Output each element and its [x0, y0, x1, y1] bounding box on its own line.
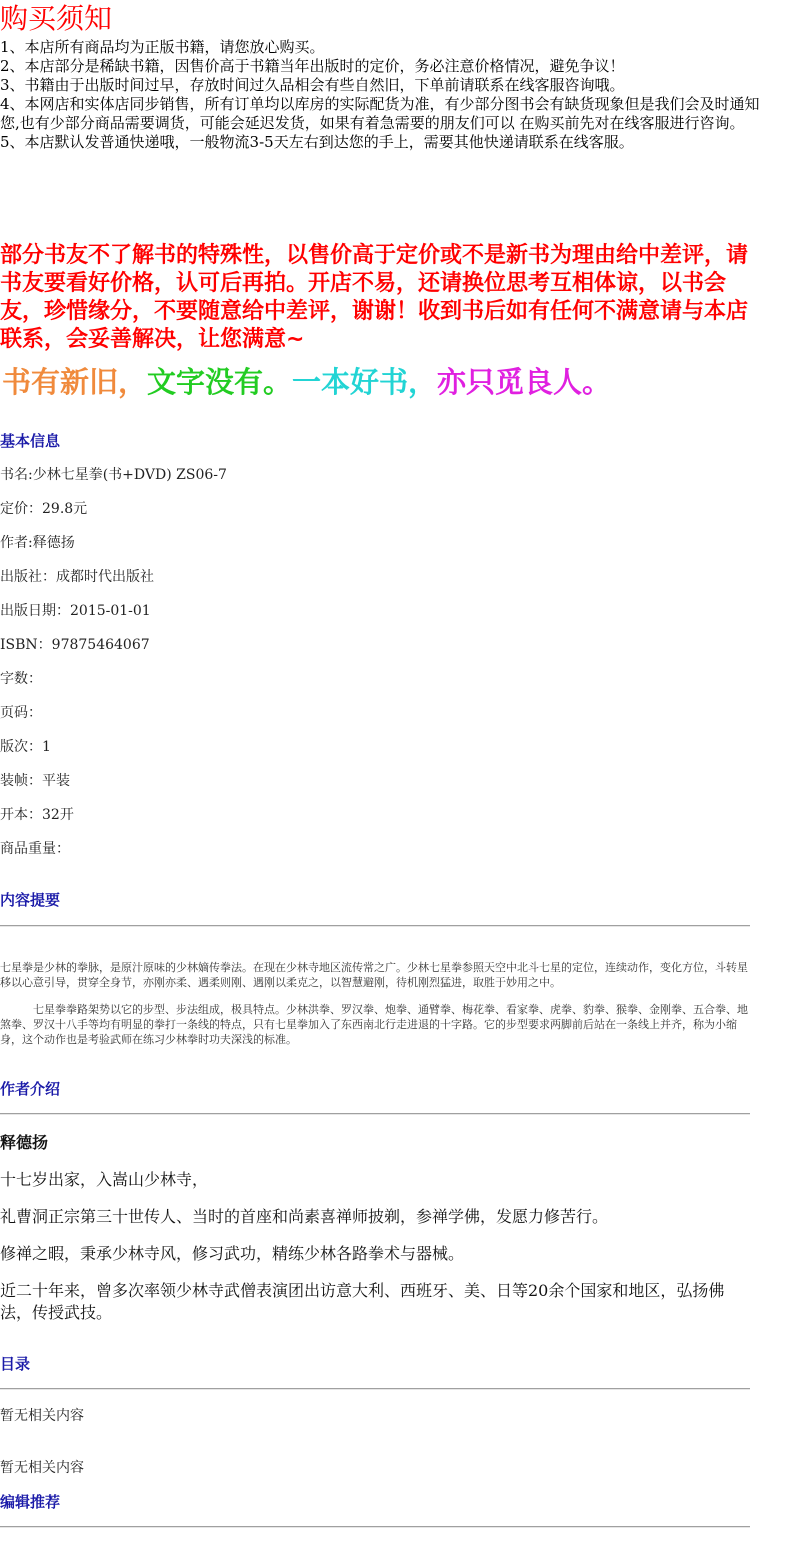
author-paragraph: 近二十年来，曾多次率领少林寺武僧表演团出访意大利、西班牙、美、日等20余个国家和地区，弘扬佛法，传授武技。	[0, 1281, 725, 1322]
notice-item: 5、本店默认发普通快递哦，一般物流3-5天左右到达您的手上，需要其他快递请联系在线客服。	[0, 133, 634, 151]
author-paragraph: 礼曹洞正宗第三十世传人、当时的首座和尚素喜禅师披剃，参禅学佛，发愿力修苦行。	[0, 1207, 609, 1226]
notice-item: 1、本店所有商品均为正版书籍，请您放心购买。	[0, 38, 325, 56]
section-divider	[0, 1113, 750, 1115]
notice-item: 2、本店部分是稀缺书籍，因售价高于书籍当年出版时的定价，务必注意价格情况，避免争议！	[0, 57, 625, 75]
info-row-edition: 版次：1	[0, 739, 51, 755]
section-divider	[0, 1388, 750, 1390]
info-row-title: 书名:少林七星拳(书+DVD) ZS06-7	[0, 467, 227, 483]
summary-paragraph: 七星拳是少林的拳脉，是原汁原味的少林嫡传拳法。在现在少林寺地区流传常之广。少林七星拳参照天空中北斗七星的定位，连续动作，变化方位，斗转星移以心意引导，贯穿全身节，亦刚亦柔、遇柔则刚、遇刚以柔克之，以智慧避刚，待机刚烈猛进，取胜于妙用之中。	[0, 961, 748, 989]
info-row-publisher: 出版社：成都时代出版社	[0, 569, 154, 585]
info-row-pub-date: 出版日期：2015-01-01	[0, 603, 151, 619]
purchase-notice-title: 购买须知	[0, 2, 113, 35]
author-paragraph: 修禅之暇，秉承少林寺风，修习武功，精练少林各路拳术与器械。	[0, 1244, 465, 1263]
slogan-part: 文字没有。	[147, 365, 293, 399]
toc-empty-text: 暂无相关内容	[0, 1460, 84, 1476]
info-row-author: 作者:释德扬	[0, 535, 75, 551]
author-heading: 作者介绍	[0, 1080, 61, 1098]
info-row-format: 开本：32开	[0, 807, 74, 823]
slogan-part: 一本好书，	[292, 365, 438, 399]
basic-info-heading: 基本信息	[0, 432, 61, 450]
info-row-weight: 商品重量：	[0, 841, 70, 857]
purchase-notice-list	[0, 38, 760, 152]
info-row-pages: 页码：	[0, 705, 42, 721]
notice-item: 4、本网店和实体店同步销售，所有订单均以库房的实际配货为准，有少部分图书会有缺货现象但是我们会及时通知您,也有少部分商品需要调货，可能会延迟发货，如果有着急需要的朋友们可以 在购买前先对在线客服进行咨询。	[0, 95, 760, 132]
info-row-binding: 装帧：平装	[0, 773, 70, 789]
info-row-price: 定价：29.8元	[0, 501, 88, 517]
toc-heading: 目录	[0, 1355, 31, 1373]
notice-item: 3、书籍由于出版时间过早，存放时间过久品相会有些自然旧，下单前请联系在线客服咨询哦。	[0, 76, 625, 94]
author-name: 释德扬	[0, 1133, 49, 1152]
slogan	[2, 364, 611, 400]
summary-paragraph: 七星拳拳路架势以它的步型、步法组成，极具特点。少林洪拳、罗汉拳、炮拳、通臂拳、梅花拳、看家拳、虎拳、豹拳、猴拳、金刚拳、五合拳、地煞拳、罗汉十八手等均有明显的拳打一条线的特点，只有七星拳加入了东西南北行走进退的十字路。它的步型要求两脚前后站在一条线上并齐，称为小缩身，这个动作也是考验武师在练习少林拳时功夫深浅的标准。	[0, 1003, 748, 1046]
summary-heading: 内容提要	[0, 891, 61, 909]
section-divider	[0, 925, 750, 927]
editor-recommend-heading: 编辑推荐	[0, 1493, 61, 1511]
toc-empty-text: 暂无相关内容	[0, 1408, 84, 1424]
info-row-isbn: ISBN：97875464067	[0, 637, 150, 653]
section-divider	[0, 1526, 750, 1528]
author-paragraph: 十七岁出家，入嵩山少林寺，	[0, 1170, 209, 1189]
info-row-word-count: 字数：	[0, 671, 42, 687]
slogan-part: 亦只觅良人。	[437, 365, 612, 399]
slogan-part: 书有新旧，	[2, 365, 148, 399]
review-warning: 部分书友不了解书的特殊性，以售价高于定价或不是新书为理由给中差评，请书友要看好价格，认可后再拍。开店不易，还请换位思考互相体谅，以书会友，珍惜缘分，不要随意给中差评，谢谢！收到书后如有任何不满意请与本店联系，会妥善解决，让您满意~	[0, 243, 749, 352]
summary-text	[0, 960, 748, 1059]
